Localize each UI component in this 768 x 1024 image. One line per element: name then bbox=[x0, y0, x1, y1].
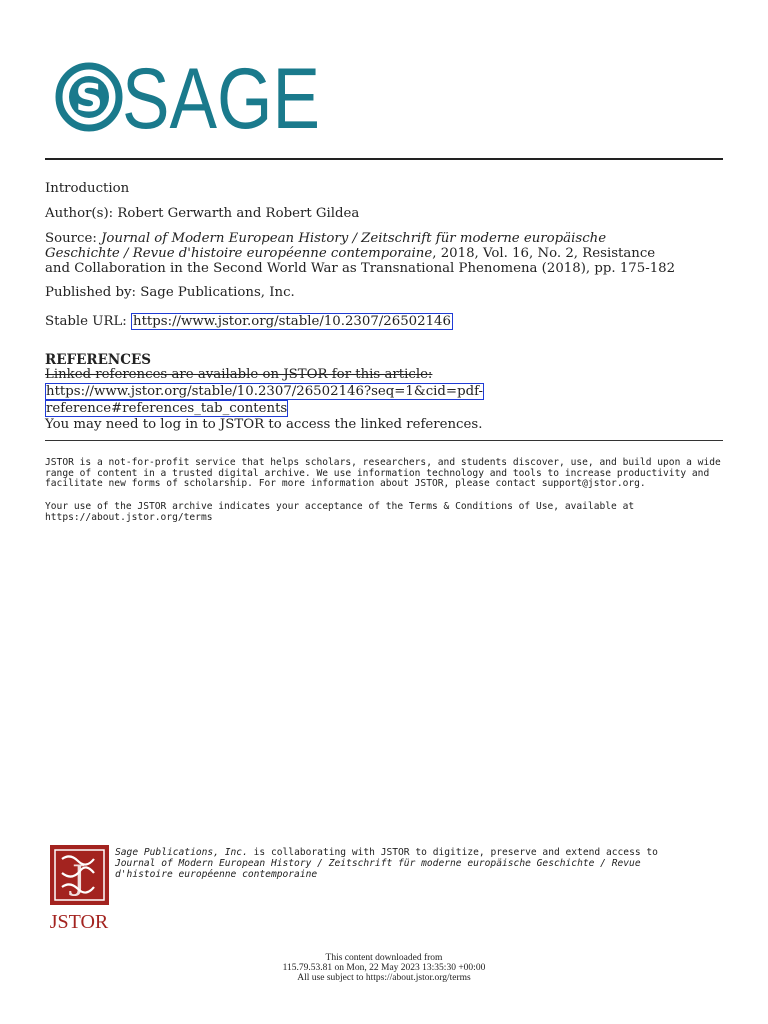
stable-url-label: Stable URL: bbox=[45, 314, 127, 329]
notice-line: facilitate new forms of scholarship. For more information about JSTOR, please contact support@jstor.org. bbox=[45, 478, 646, 490]
collab-line-3 bbox=[115, 869, 658, 880]
authors-value: Robert Gerwarth and Robert Gildea bbox=[117, 206, 360, 221]
jstor-logo bbox=[48, 845, 111, 931]
notice-line: range of content in a trusted digital archive. We use information technology and tools to increase productivity and bbox=[45, 467, 710, 479]
svg-text:J: J bbox=[72, 858, 86, 898]
references-body bbox=[45, 367, 484, 433]
collab-journal-1: Journal of Modern European History / Zeitschrift für moderne europäische Geschichte / Revue bbox=[115, 858, 641, 869]
collab-text: is collaborating with JSTOR to digitize, preserve and extend access to bbox=[247, 847, 658, 858]
jstor-notice-paragraph bbox=[45, 458, 721, 490]
collab-line-1 bbox=[115, 847, 658, 858]
terms-link[interactable]: https://about.jstor.org/terms bbox=[45, 511, 213, 523]
svg-text:S: S bbox=[75, 76, 103, 120]
svg-text:JSTOR: JSTOR bbox=[49, 911, 109, 933]
collab-journal-2: d'histoire européenne contemporaine bbox=[115, 869, 318, 880]
references-intro: Linked references are available on JSTOR for this article: bbox=[45, 367, 433, 382]
download-footer bbox=[0, 953, 768, 984]
stable-url-line bbox=[45, 314, 453, 329]
article-title: Introduction bbox=[45, 181, 130, 196]
references-heading: REFERENCES bbox=[45, 352, 152, 368]
source-line-3: and Collaboration in the Second World War as Transnational Phenomena (2018), pp. 175-182 bbox=[45, 261, 676, 276]
references-link-part2[interactable]: reference#references_tab_contents bbox=[46, 400, 288, 416]
references-login-note: You may need to log in to JSTOR to access the linked references. bbox=[45, 416, 483, 432]
footer-line-1: This content downloaded from bbox=[325, 953, 443, 963]
authors-line bbox=[45, 206, 359, 221]
source-journal-part1: Journal of Modern European History / Zeitschrift für moderne europäische bbox=[101, 231, 607, 246]
publisher-line bbox=[45, 285, 295, 300]
source-issue: , 2018, Vol. 16, No. 2, Resistance bbox=[432, 246, 656, 261]
references-link[interactable] bbox=[45, 383, 484, 417]
source-line-1 bbox=[45, 231, 606, 246]
publisher-label: Published by: bbox=[45, 285, 137, 300]
publisher-value: Sage Publications, Inc. bbox=[140, 285, 295, 300]
sage-logo bbox=[56, 51, 326, 147]
terms-line: Your use of the JSTOR archive indicates your acceptance of the Terms & Conditions of Use, available at bbox=[45, 501, 635, 512]
terms-paragraph bbox=[45, 502, 634, 523]
footer-line-3: All use subject to https://about.jstor.org/terms bbox=[297, 973, 471, 984]
references-link-part1[interactable]: https://www.jstor.org/stable/10.2307/26502146?seq=1&cid=pdf- bbox=[46, 383, 484, 399]
source-line-2 bbox=[45, 246, 655, 261]
collab-publisher: Sage Publications, Inc. bbox=[115, 847, 248, 858]
stable-url-link[interactable]: https://www.jstor.org/stable/10.2307/26502146 bbox=[133, 314, 451, 329]
notice-line: JSTOR is a not-for-profit service that helps scholars, researchers, and students discover, use, and build upon a wide bbox=[45, 457, 721, 468]
collaboration-notice bbox=[115, 847, 658, 880]
svg-text:SAGE: SAGE bbox=[122, 51, 320, 147]
source-journal-part2: Geschichte / Revue d'histoire européenne contemporaine bbox=[45, 246, 433, 261]
notice-divider bbox=[45, 440, 723, 441]
authors-label: Author(s): bbox=[45, 206, 114, 221]
collab-line-2 bbox=[115, 858, 658, 869]
source-label: Source: bbox=[45, 231, 97, 246]
footer-line-2: 115.79.53.81 on Mon, 22 May 2023 13:35:30 +00:00 bbox=[282, 963, 486, 974]
header-divider bbox=[45, 158, 723, 160]
